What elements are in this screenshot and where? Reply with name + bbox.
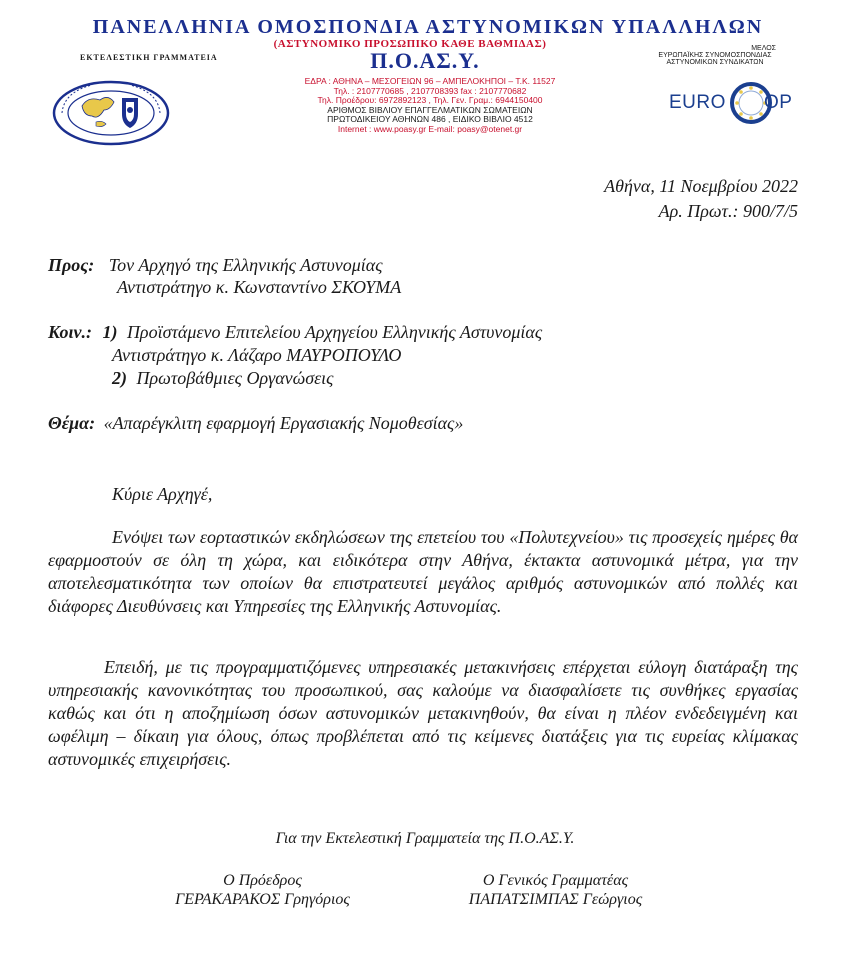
recipient-line-1: Τον Αρχηγό της Ελληνικής Αστυνομίας <box>108 255 383 275</box>
subject-row <box>48 413 463 434</box>
member-line: ΑΣΤΥΝΟΜΙΚΩΝ ΣΥΝΔΙΚΑΤΩΝ <box>666 59 764 66</box>
eurocop-membership-note <box>640 45 790 66</box>
contact-block <box>210 77 650 135</box>
organization-subtitle: (ΑΣΤΥΝΟΜΙΚΟ ΠΡΟΣΩΠΙΚΟ ΚΑΘΕ ΒΑΘΜΙΔΑΣ) <box>273 38 547 50</box>
contact-phones: Τηλ. : 2107770685 , 2107708393 fax : 2107770682 <box>333 85 527 96</box>
subject-text: «Απαρέγκλιτη εφαρμογή Εργασιακής Νομοθεσίας» <box>103 413 464 433</box>
executive-secretariat-label: ΕΚΤΕΛΕΣΤΙΚΗ ΓΡΑΜΜΑΤΕΙΑ <box>80 53 218 62</box>
body-paragraph-2: Επειδή, με τις προγραμματιζόμενες υπηρεσιακές μετακινήσεις επέρχεται εύλογη διατάραξη της υπηρεσιακής κανονικότητας του προσωπικού, σας καλούμε να διασφαλίσετε τις συνθήκες εργασίας καθώς και ότι η αποζημίωση όσων αστυνομικών μετακινηθούν, θα είναι η πλέον ενδεδειγμένη και ωφέλιμη – δίκαιη για όλους, όπως προβλέπεται από τις κείμενες διατάξεις για τις ευρείας κλίμακας αστυνομικές επιχειρήσεις. <box>48 657 798 769</box>
protocol-number: Αρ. Πρωτ.: 900/7/5 <box>658 201 798 221</box>
eurocop-text-right: OP <box>764 92 793 113</box>
contact-mobiles: Τηλ. Προέδρου: 6972892123 , Τηλ. Γεν. Γραμ.: 6944150400 <box>317 95 543 106</box>
subject-label: Θέμα: <box>48 413 96 433</box>
body-paragraph-1: Ενόψει των εορταστικών εκδηλώσεων της επετείου του «Πολυτεχνείου» τις προσεχείς ημέρες θα εφαρμοστούν σε όλη τη χώρα, και ειδικότερα στην Αθήνα, έκτακτα αστυνομικά μέτρα, για την αποτελεσματικότητα των οποίων θα επιστρατευτεί μεγάλος αριθμός αστυνομικών από πολλές και διάφορες Διευθύνσεις και Υπηρεσίες της Ελληνικής Αστυνομίας. <box>48 527 798 616</box>
registry-line-1: ΑΡΙΘΜΟΣ ΒΙΒΛΙΟΥ ΕΠΑΓΓΕΛΜΑΤΙΚΩΝ ΣΩΜΑΤΕΙΩΝ <box>327 104 533 115</box>
member-line: ΕΥΡΩΠΑΪΚΗΣ ΣΥΝΟΜΟΣΠΟΝΔΙΑΣ <box>658 52 772 59</box>
cc-item-1-number: 1) <box>102 322 118 342</box>
cc-item-2-line: Πρωτοβάθμιες Οργανώσεις <box>136 368 334 388</box>
cc-item-1-line-1: Προϊστάμενο Επιτελείου Αρχηγείου Ελληνικής Αστυνομίας <box>126 322 543 342</box>
cc-item-2-number: 2) <box>112 368 127 388</box>
member-line: ΜΕΛΟΣ <box>751 45 776 52</box>
eurocop-text-left: EURO <box>669 92 726 113</box>
document-date: Αθήνα, 11 Νοεμβρίου 2022 <box>604 176 798 196</box>
salutation: Κύριε Αρχηγέ, <box>112 484 213 504</box>
cc-row-1 <box>48 322 542 343</box>
general-secretary-name: ΠΑΠΑΤΣΙΜΠΑΣ Γεώργιος <box>468 891 643 908</box>
cc-item-1-line-2: Αντιστράτηγο κ. Λάζαρο ΜΑΥΡΟΠΟΥΛΟ <box>112 345 402 365</box>
organization-name: ΠΑΝΕΛΛΗΝΙΑ ΟΜΟΣΠΟΝΔΙΑ ΑΣΤΥΝΟΜΙΚΩΝ ΥΠΑΛΛΗΛΩΝ <box>92 16 764 38</box>
signature-general-secretary <box>423 871 688 909</box>
president-title: Ο Πρόεδρος <box>223 872 302 889</box>
federation-seal-icon <box>52 80 170 146</box>
date-protocol-block <box>604 174 798 224</box>
general-secretary-title: Ο Γενικός Γραμματέας <box>482 872 629 889</box>
contact-address: ΕΔΡΑ : ΑΘΗΝΑ – ΜΕΣΟΓΕΙΩΝ 96 – ΑΜΠΕΛΟΚΗΠΟΙ – Τ.Κ. 11527 <box>304 76 556 86</box>
recipient-row <box>48 255 383 276</box>
registry-line-2: ΠΡΩΤΟΔΙΚΕΙΟΥ ΑΘΗΝΩΝ 486 , ΕΙΔΙΚΟ ΒΙΒΛΙΟ 4512 <box>327 114 533 125</box>
signature-president <box>130 871 395 909</box>
signature-for-line: Για την Εκτελεστική Γραμματεία της Π.Ο.ΑΣ.Υ. <box>275 830 575 847</box>
organization-acronym: Π.Ο.ΑΣ.Υ. <box>370 48 480 73</box>
president-name: ΓΕΡΑΚΑΡΑΚΟΣ Γρηγόριος <box>175 891 350 908</box>
eurocop-logo <box>665 80 797 126</box>
recipient-label: Προς: <box>48 255 95 275</box>
cc-row-2 <box>112 368 333 389</box>
cc-label: Κοιν.: <box>48 322 92 342</box>
contact-web-email: Internet : www.poasy.gr E-mail: poasy@otenet.gr <box>337 123 523 134</box>
recipient-line-2: Αντιστράτηγο κ. Κωνσταντίνο ΣΚΟΥΜΑ <box>117 277 402 297</box>
